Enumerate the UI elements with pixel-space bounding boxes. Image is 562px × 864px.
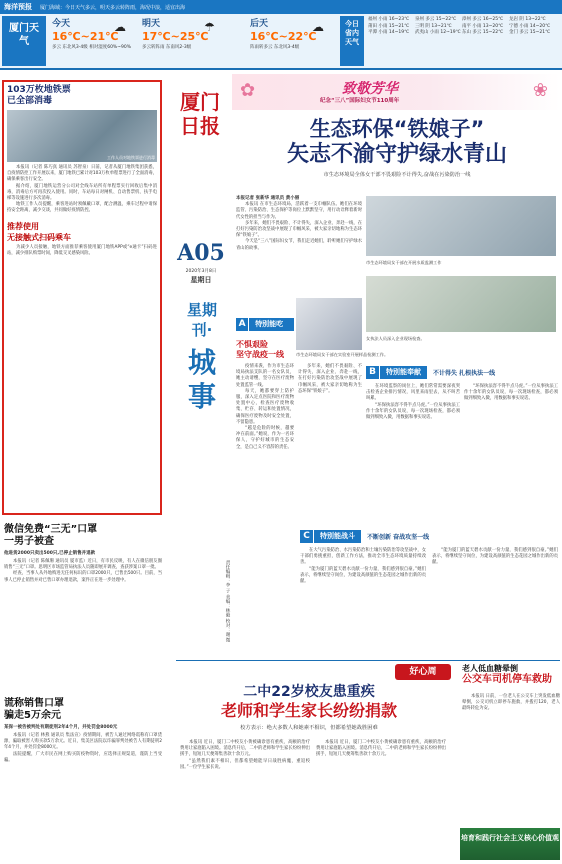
flower-icon: ✿ <box>240 80 256 101</box>
flower-icon: ❀ <box>532 80 548 101</box>
photo-caption: 女执法人员深入企业现场检查。 <box>366 336 425 341</box>
province-weather-cell: 平潭 小雨 14~19℃ <box>368 30 410 35</box>
issue-date: 2020年3月8日 <box>185 269 217 274</box>
paragraph: 为减少人员接触，地铁方面推荐乘客使用厦门地铁APP或“e通卡”扫码进站，减少排队购票时间，降低交叉感染风险。 <box>7 244 157 256</box>
paragraph: 本报讯（记者 陈佩珊 通讯员 厦市监）近日，有市民反映，有人在微信朋友圈销售“三无”口罩。思明区市场监管局执法人员随即展开调查，查获涉案口罩一批。 <box>4 559 162 571</box>
section-letter: B <box>366 366 379 379</box>
metro-ticket-article <box>2 80 162 515</box>
section-c-body <box>300 548 426 585</box>
section-c-header <box>300 530 558 543</box>
section-letter: C <box>300 530 313 543</box>
cloud-icon: ☁ <box>312 20 324 34</box>
section-label: 特别能吃苦 <box>249 318 294 331</box>
weather-top-strip <box>0 0 562 14</box>
main-subheadline: 市生态环境局全体女干部不畏艰险不计得失,奋战在污染防治一线 <box>323 172 471 178</box>
paragraph: 本报讯 近日，厦门二中校友小黄被确诊患有重疾，高额的治疗费用让家庭陷入困境。消息传开后，二中的老师和学生家长纷纷伸出援手，短短几天便筹集善款十余万元。 <box>316 740 446 758</box>
paragraph: 地铁工作人员提醒，乘客进站时须佩戴口罩，配合测温，乘车过程中请保持安全距离，减少交谈，共同做好疫情防控。 <box>7 202 157 214</box>
bus-rescue-kicker: 老人低血糖晕倒 <box>462 664 518 673</box>
good-heart-badge: 好心周 <box>395 664 451 680</box>
subhead-block <box>7 221 157 243</box>
weather-day-name: 明天 <box>142 19 161 29</box>
photo-caption: 市生态环境局女干部在开展水质监测工作 <box>366 260 442 265</box>
article-title-line2: 骗走5万余元 <box>4 710 61 721</box>
section-subtitle: 不计得失 扎根执法一线 <box>433 370 496 377</box>
paragraph: 本报讯（记者 林燕 通讯员 集法宣）疫情期间，被告人通过网络谎称有口罩货源，骗取被害人购买款5万余元。近日，集美区法院以诈骗罪判处被告人有期徒刑2年4个月，并处罚金8000元。 <box>4 733 162 751</box>
donation-kicker: 二中22岁校友患重疾 <box>243 684 375 700</box>
article-deck: 他进货2000只卖出500只,已停止销售并退款 <box>4 551 96 556</box>
fraud-article <box>4 698 162 764</box>
section-a-header <box>236 318 294 341</box>
province-weather-cell: 金门 多云 15~21℃ <box>509 30 551 35</box>
donation-subline: 校方表示：绝大多数人和她素不相识，但都希望她战胜困难 <box>240 725 378 731</box>
weather-day-cond: 多云 东北风3-4级 相对湿度60%~90% <box>52 45 131 50</box>
page-number: A05 <box>177 240 225 266</box>
cloud-icon: ☁ <box>114 20 126 34</box>
weather-day-today <box>52 16 134 66</box>
paragraph: 今天是“三八”国际妇女节，我们走近她们，聆听她们守护绿水青山的故事。 <box>236 239 362 251</box>
paragraph: 多年来，她们不畏艰险、不计得失，深入企业、奔赴一线，在打好污染防治攻坚战中展现了巾帼风采，被大家亲切地称为生态环保“铁娘子”。 <box>298 364 362 394</box>
section-name-line1: 星期刊· <box>186 301 217 339</box>
bus-rescue-headline: 公交车司机停车救助 <box>462 674 552 685</box>
article-body <box>4 733 162 764</box>
paragraph: “能为厦门的蓝天碧水贡献一份力量，我们感到很自豪。”她们表示，将继续坚守岗位，为建设高颜值的生态花园之城作出新的贡献。 <box>432 548 558 566</box>
paragraph: 每天，她都要穿上防护服，深入定点医院和医疗废物处置中心，检查医疗废物收集、贮存、转运和处置情况，确保医疗废物及时安全处置，不留隐患。 <box>236 388 294 425</box>
article-title: 微信免费“三无”口罩 <box>4 524 98 535</box>
article-title-line2: 一男子被查 <box>4 536 54 547</box>
section-letter: A <box>236 318 248 331</box>
paragraph: 多年来，她们不畏艰险、不计得失，深入企业、奔赴一线，在打好污染防治攻坚战中展现了巾帼风采，被大家亲切地称为生态环保“铁娘子”。 <box>236 220 362 239</box>
banner-title: 致敬芳华 <box>342 81 398 97</box>
province-weather-cell: 东山 多云 15~22℃ <box>462 30 504 35</box>
weather-bar <box>0 0 562 70</box>
province-weather-cell: 宁德 小雨 14~20℃ <box>509 23 551 29</box>
province-weather-cell: 龙岩 阴 13~22℃ <box>509 17 546 22</box>
headline-line: 不惧艰险 <box>236 340 268 349</box>
section-label: 特别能奉献 <box>380 366 427 379</box>
province-weather-cell: 福州 小雨 16~23℃ <box>368 17 410 22</box>
weather-day-temp: 16℃~22℃ <box>250 30 317 43</box>
womens-day-banner <box>232 74 560 110</box>
mask-article <box>4 524 162 584</box>
rain-cloud-icon: ☂ <box>204 20 215 34</box>
left-column <box>0 74 170 864</box>
article-deck: 某保一被告被判处有期徒刑2年4个月，并处罚金8000元 <box>4 725 118 730</box>
section-subtitle: 不断创新 奋战攻坚一线 <box>367 534 430 541</box>
province-weather-row <box>368 30 558 37</box>
issue-weekday: 星期日 <box>190 276 212 284</box>
weather-city-label: 厦门天气 <box>2 16 46 66</box>
section-a-body <box>236 364 294 451</box>
province-weather-label: 今日省内天气 <box>340 16 364 66</box>
paragraph: 法院提醒，广大市民在网上购买防疫物资时，应选择正规渠道，谨防上当受骗。 <box>4 751 162 763</box>
paragraph: “能为厦门的蓝天碧水贡献一份力量，我们感到很自豪。”她们表示，将继续坚守岗位，为建设高颜值的生态花园之城作出新的贡献。 <box>300 566 426 585</box>
subhead: 推荐使用 <box>7 221 39 231</box>
paragraph: 本报讯 在市生态环境局，活跃着一支巾帼队伍。她们在环境监管、污染防治、生态保护等岗位上默默坚守，用行动诠释着新时代女性的担当与作为。 <box>236 202 362 220</box>
paragraph: 本报讯 近日，厦门二中校友小黄被确诊患有重疾，高额的治疗费用让家庭陷入困境。消息传开后，二中的老师和学生家长纷纷伸出援手，短短几天便筹集善款十余万元。 <box>180 740 310 758</box>
photo-caption: 工作人员对地铁票进行消毒 <box>107 155 155 160</box>
metro-photo <box>7 110 157 162</box>
subhead-line2: 无接触式扫码乘车 <box>7 232 71 242</box>
photo-inspection <box>366 276 556 332</box>
photo-caption: 市生态环境局女干部在实验室开展样品检测工作。 <box>296 352 389 357</box>
donation-body <box>180 740 310 771</box>
weather-brand: 海洋预报 <box>4 3 32 11</box>
editor-credits: 责任编辑：李 子 美编：林毅 校对：谢 微 <box>225 560 230 643</box>
article-title: 谎称销售口罩 <box>4 698 64 709</box>
paragraph: 本报讯（记者 陈巧真 通讯员 苏智泉）日前，记者从厦门地铁集团获悉，自疫情防控工作开展以来，厦门地铁已累计对103万枚单程票进行了全面消毒，确保乘客出行安全。 <box>7 165 157 183</box>
paragraph: 疫情来袭，作为市生态环境局执法支队的一名女队员，她主动请缨，坚守在医疗废物处置监管一线。 <box>236 364 294 388</box>
weather-day-temp: 16℃~21℃ <box>52 30 119 43</box>
photo-monitoring <box>366 196 556 256</box>
weather-day-temp: 17℃~25℃ <box>142 30 209 43</box>
province-weather-cell: 三明 阴 13~21℃ <box>415 23 452 29</box>
paragraph: 本报讯 日前，一位老人在公交车上突发低血糖晕倒，公交司机立即停车施救，并拨打120，老人最终转危为安。 <box>462 694 560 712</box>
section-name <box>180 300 224 414</box>
paragraph: 经查，当事人从外地购进无任何标识的口罩2000只，已售出500只。目前，当事人已停止销售并对已售口罩办理退款，案件正在进一步处理中。 <box>4 571 162 583</box>
section-b-body <box>366 384 460 421</box>
main-headline: 矢志不渝守护绿水青山 <box>286 142 507 167</box>
main-headline-kicker: 生态环保“铁娘子” <box>309 117 485 141</box>
page-number-block <box>173 240 229 285</box>
section-a-headline <box>236 340 296 360</box>
article-title: 103万枚地铁票 <box>7 85 71 95</box>
donation-headline: 老师和学生家长纷纷捐款 <box>220 701 397 720</box>
weather-day-after <box>250 16 332 66</box>
section-c-body-col2 <box>432 548 558 567</box>
photo-lab <box>296 298 362 350</box>
article-body-2 <box>7 245 157 257</box>
article-body <box>4 559 162 584</box>
paragraph: “越是危险的时候，越要冲在前面。”她说，作为一名环保人，守护好城市的生态安全，是自己义不容辞的责任。 <box>236 426 294 450</box>
main-byline: 本报记者 张新华 通讯员 黄小丽 <box>236 196 300 201</box>
paragraph: 在大气污染防治、水污染防治和土壤污染防治等攻坚战中，女干部们勇挑重担，创新工作方法，推动全市生态环境质量持续改善。 <box>300 548 426 566</box>
paragraph: 据介绍，厦门地铁运营分公司对全线车站所有单程票实行回收后集中消毒，消毒后方可再次投入使用。同时，车站每日对闸机、自动售票机、扶手电梯等设施进行多次消毒。 <box>7 183 157 202</box>
section-b-body-col2 <box>464 384 558 403</box>
bus-rescue-body <box>462 694 560 713</box>
section-b-header <box>366 366 558 379</box>
donation-body-col2 <box>316 740 446 759</box>
banner-subtitle: 纪念“三八”国际妇女节110周年 <box>320 98 400 104</box>
province-weather-table <box>368 17 558 37</box>
section-a-body-col2 <box>298 364 362 395</box>
province-weather-cell: 莆田 小雨 15~21℃ <box>368 23 410 29</box>
section-name-line2: 城事 <box>187 346 216 413</box>
weather-top-line: 厦门海域：今日天气多云，明天多云转阵雨，海况中浪，适宜出海 <box>40 4 186 11</box>
weather-day-cond: 多云转阵雨 东南风2-3级 <box>142 45 192 50</box>
divider <box>176 660 560 661</box>
paragraph: 在环境监察的岗位上，她们常常需要深夜突击检查企业排污情况，风里来雨里去，从不叫苦叫累。 <box>366 384 460 402</box>
province-weather-cell: 南平 小雨 13~20℃ <box>462 23 504 29</box>
weather-day-name: 今天 <box>52 19 71 29</box>
article-title-line2: 已全部消毒 <box>7 96 53 106</box>
newspaper-logo: 厦门日报 <box>180 90 220 138</box>
province-weather-cell: 武夷山 小雨 12~19℃ <box>415 30 461 35</box>
donation-headline-block <box>178 684 440 731</box>
headline-line: 坚守战疫一线 <box>236 350 284 359</box>
article-body <box>7 165 157 215</box>
paragraph: “环保执法容不得半点马虎。”一位从事执法工作十余年的女队员说，每一次现场检查，都必须做到细致入微，用数据和事实说话。 <box>464 384 558 402</box>
core-values-logo: 培育和践行社会主义核心价值观 <box>460 828 560 860</box>
weather-day-name: 后天 <box>250 19 269 29</box>
province-weather-cell: 泉州 多云 15~22℃ <box>415 17 457 22</box>
weather-day-tomorrow <box>142 16 224 66</box>
main-intro <box>236 196 362 252</box>
paragraph: “环保执法容不得半点马虎。”一位从事执法工作十余年的女队员说，每一次现场检查，都必须做到细致入微，用数据和事实说话。 <box>366 402 460 421</box>
bus-rescue-headline-block <box>462 664 560 686</box>
province-weather-cell: 漳州 多云 16~25℃ <box>462 17 504 22</box>
weather-day-cond: 阵雨转多云 东北风3-4级 <box>250 45 300 50</box>
main-headline-block <box>236 116 558 178</box>
paragraph: “虽然我们素不相识，但都希望她能早日战胜病魔，重返校园。”一位学生家长说。 <box>180 758 310 770</box>
section-label: 特别能战斗 <box>314 530 361 543</box>
